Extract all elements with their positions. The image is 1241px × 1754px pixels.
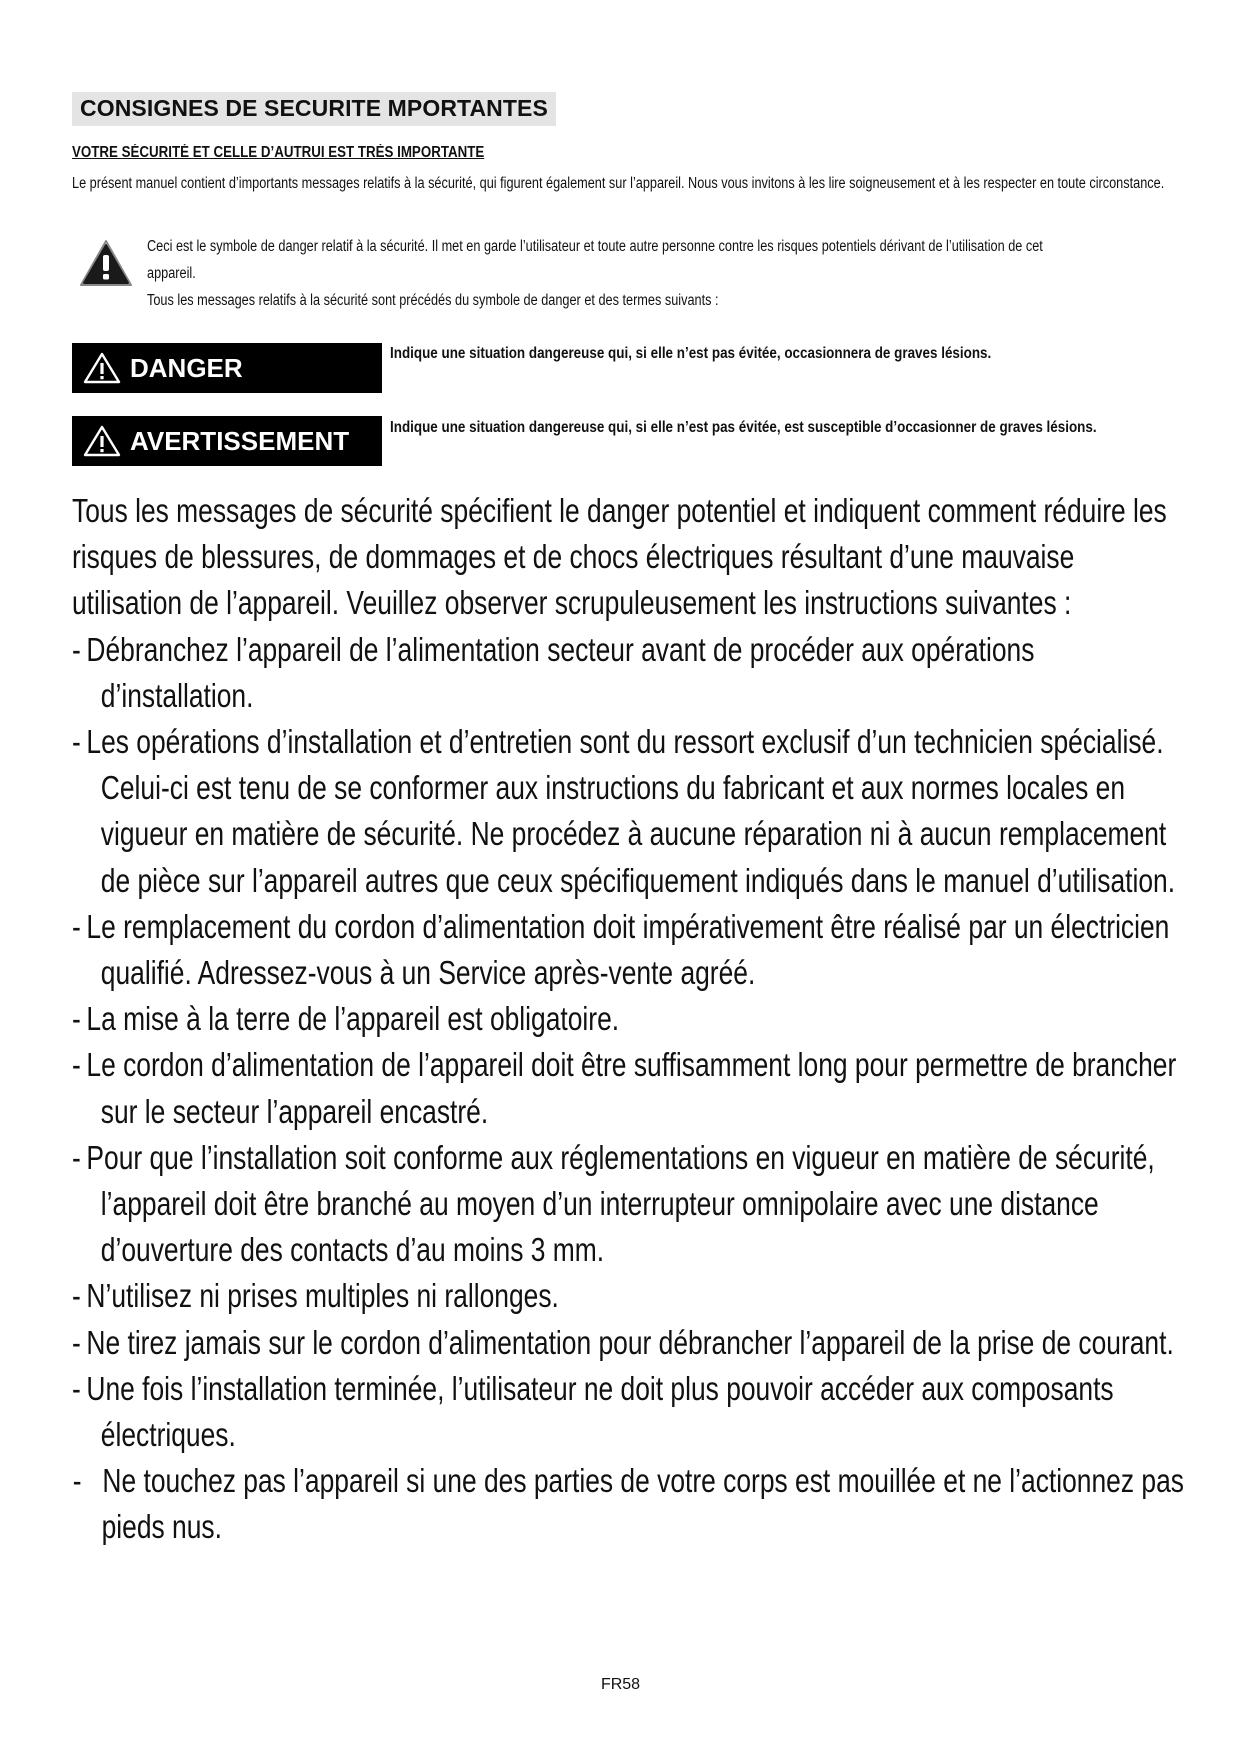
list-item bbox=[72, 719, 1184, 904]
list-item bbox=[72, 627, 1184, 719]
list-dash: - bbox=[72, 1462, 82, 1500]
list-item bbox=[72, 1458, 1184, 1550]
list-item bbox=[72, 1273, 1184, 1319]
danger-description: Indique une situation dangereuse qui, si elle n’est pas évitée, occasionnera de graves lésions. bbox=[390, 345, 992, 362]
list-item-text: Pour que l’installation soit conforme aux réglementations en vigueur en matière de sécurité, l’appareil doit être branché au moyen d’un interrupteur omnipolaire avec une distance d’ouverture des contacts d’au moins 3 mm. bbox=[86, 1138, 1155, 1269]
danger-label: DANGER bbox=[130, 352, 243, 383]
list-item bbox=[72, 996, 1184, 1042]
list-dash: - bbox=[72, 723, 81, 761]
danger-badge bbox=[72, 343, 382, 393]
warning-label: AVERTISSEMENT bbox=[130, 425, 350, 456]
instructions-list bbox=[72, 627, 1184, 1551]
list-item-text: Une fois l’installation terminée, l’utilisateur ne doit plus pouvoir accéder aux composants électriques. bbox=[86, 1369, 1114, 1454]
list-item-text: Les opérations d’installation et d’entretien sont du ressort exclusif d’un technicien spécialisé. Celui-ci est tenu de se conformer aux instructions du fabricant et aux normes locales en vigueur en matière de sécurité. Ne procédez à aucune réparation ni à aucun remplacement de pièce sur l’appareil autres que ceux spécifiquement indiqués dans le manuel d’utilisation. bbox=[86, 723, 1176, 899]
list-item bbox=[72, 1320, 1184, 1366]
instructions-intro: Tous les messages de sécurité spécifient le danger potentiel et indiquent comment réduire les risques de blessures, de dommages et de chocs électriques résultant d’une mauvaise utilisation de l’appareil. Veuillez observer scrupuleusement les instructions suivantes : bbox=[72, 492, 1167, 622]
list-item-text: Débranchez l’appareil de l’alimentation secteur avant de procéder aux opérations d’installation. bbox=[86, 630, 1035, 714]
intro-paragraph: Le présent manuel contient d’importants messages relatifs à la sécurité, qui figurent également sur l’appareil. Nous vous invitons à les lire soigneusement et à les respecter en toute circonstance. bbox=[72, 175, 1165, 192]
list-dash: - bbox=[72, 1000, 81, 1038]
list-dash: - bbox=[72, 1369, 81, 1407]
list-item bbox=[72, 904, 1184, 996]
warning-triangle-icon bbox=[79, 238, 133, 288]
warning-badge bbox=[72, 416, 382, 466]
list-item-text: Ne touchez pas l’appareil si une des parties de votre corps est mouillée et ne l’actionnez pas pieds nus. bbox=[101, 1462, 1184, 1546]
list-item-text: Le remplacement du cordon d’alimentation doit impérativement être réalisé par un électricien qualifié. Adressez-vous à un Service après-vente agréé. bbox=[86, 907, 1170, 992]
list-dash: - bbox=[72, 1277, 81, 1315]
list-item bbox=[72, 1042, 1184, 1134]
list-item-text: Le cordon d’alimentation de l’appareil doit être suffisamment long pour permettre de brancher sur le secteur l’appareil encastré. bbox=[86, 1046, 1177, 1130]
page-title: CONSIGNES DE SECURITE MPORTANTES bbox=[72, 92, 556, 126]
list-dash: - bbox=[72, 1138, 81, 1176]
list-item-text: Ne tirez jamais sur le cordon d’alimentation pour débrancher l’appareil de la prise de courant. bbox=[86, 1323, 1174, 1361]
list-dash: - bbox=[72, 907, 81, 945]
page-number: FR58 bbox=[600, 1676, 641, 1693]
list-dash: - bbox=[72, 1323, 81, 1361]
list-item-text: N’utilisez ni prises multiples ni rallonges. bbox=[86, 1277, 559, 1315]
warning-triangle-icon bbox=[82, 424, 122, 458]
symbol-explanation bbox=[147, 233, 1074, 314]
safety-instructions bbox=[72, 488, 1184, 1551]
list-item bbox=[72, 1366, 1184, 1458]
list-dash: - bbox=[72, 630, 81, 668]
warning-triangle-icon bbox=[82, 351, 122, 385]
list-item-text: La mise à la terre de l’appareil est obligatoire. bbox=[86, 1000, 620, 1038]
symbol-line-1: Ceci est le symbole de danger relatif à la sécurité. Il met en garde l’utilisateur et toute autre personne contre les risques potentiels dérivant de l’utilisation de cet appareil. bbox=[147, 238, 1043, 282]
warning-description: Indique une situation dangereuse qui, si elle n’est pas évitée, est susceptible d’occasionner de graves lésions. bbox=[390, 419, 1097, 436]
list-dash: - bbox=[72, 1046, 81, 1084]
symbol-line-2: Tous les messages relatifs à la sécurité sont précédés du symbole de danger et des termes suivants : bbox=[147, 292, 719, 309]
list-item bbox=[72, 1135, 1184, 1274]
section-subtitle: VOTRE SÉCURITÉ ET CELLE D’AUTRUI EST TRÈS IMPORTANTE bbox=[72, 144, 485, 161]
